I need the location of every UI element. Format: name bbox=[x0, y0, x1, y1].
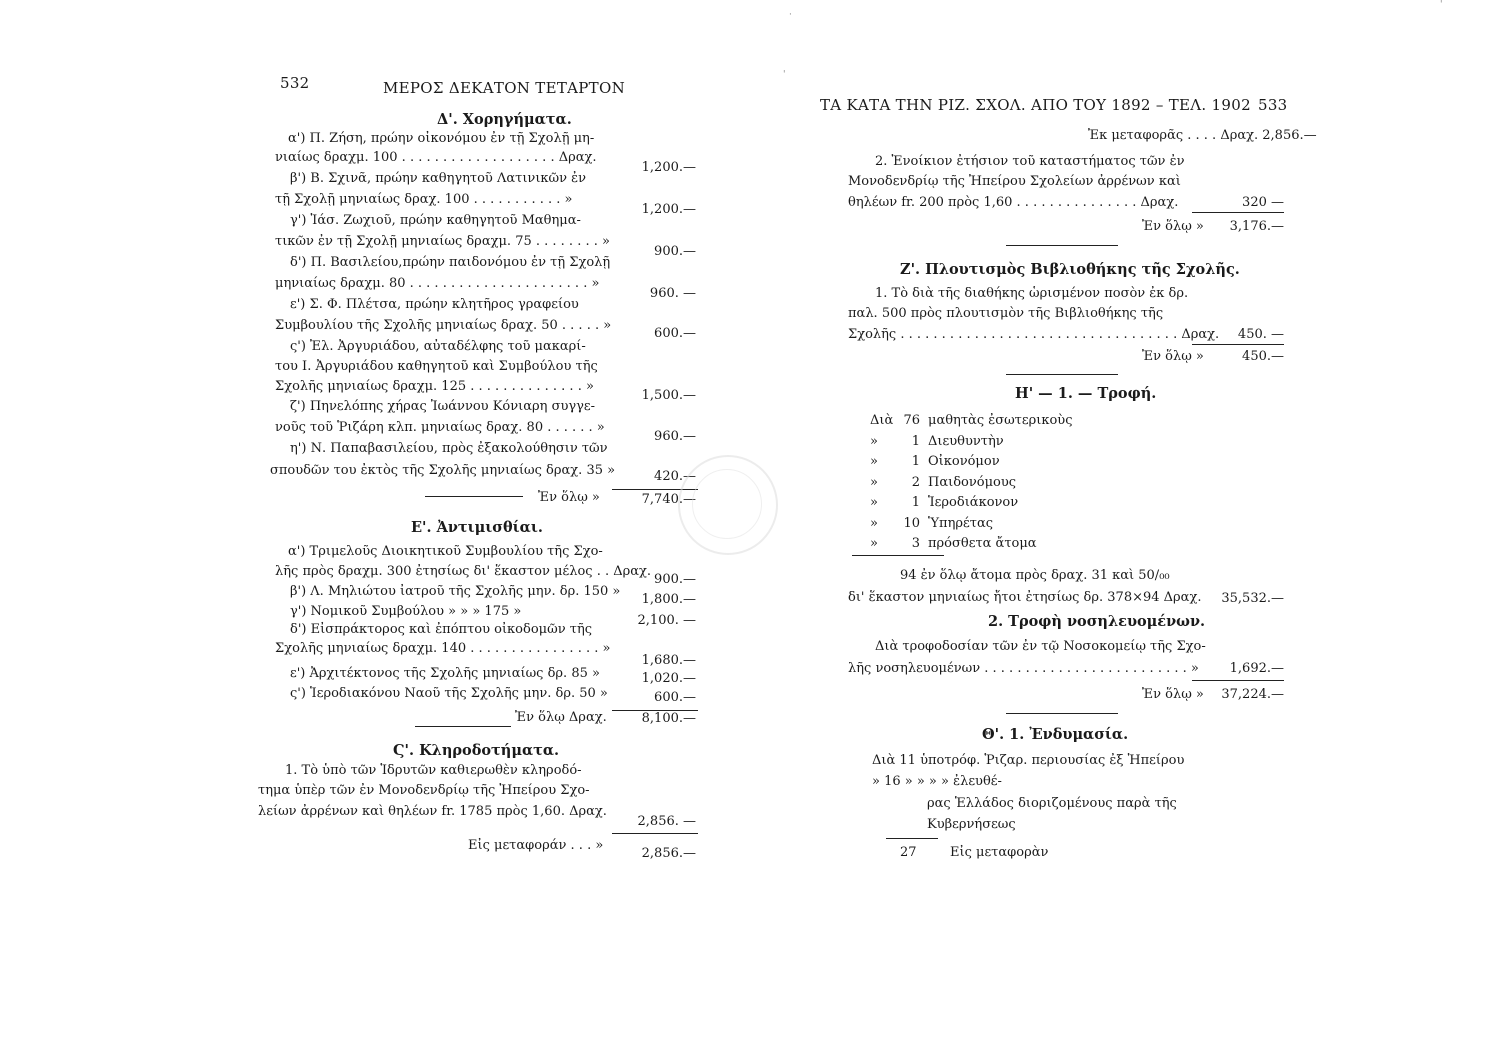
row-prefix: » bbox=[870, 454, 878, 469]
text-line: γ') Ἰάσ. Ζωχιοῦ, πρώην καθηγητοῦ Μαθημα- bbox=[290, 213, 581, 228]
amount: 2,856. — bbox=[637, 814, 696, 829]
row-count: 1 bbox=[911, 495, 920, 510]
carry-amount: 2,856.— bbox=[641, 846, 696, 861]
total-label: Ἐν ὅλῳ » bbox=[1142, 219, 1204, 234]
section-title-e: Ε'. Ἀντιμισθίαι. bbox=[411, 519, 543, 536]
sum-rule bbox=[612, 833, 698, 834]
row-prefix: » bbox=[870, 434, 878, 449]
amount: 1,200.— bbox=[641, 160, 696, 175]
running-head-left: ΜΕΡΟΣ ΔΕΚΑΤΟΝ ΤΕΤΑΡΤΟΝ bbox=[383, 79, 626, 97]
page-number-left: 532 bbox=[280, 74, 310, 92]
page-number-right: 533 bbox=[1258, 96, 1288, 114]
sum-rule bbox=[1192, 680, 1284, 681]
amount: 1,020.— bbox=[641, 671, 696, 686]
sum-rule bbox=[1192, 212, 1284, 213]
text-line: γ') Νομικοῦ Συμβούλου » » » 175 » bbox=[290, 604, 522, 619]
text-line: 2. Ἐνοίκιον ἐτήσιον τοῦ καταστήματος τῶν ἐν bbox=[875, 154, 1185, 169]
text-line: 1. Τὸ διὰ τῆς διαθήκης ὡρισμένον ποσὸν ἐκ δρ. bbox=[875, 286, 1189, 301]
text-line: ε') Ἀρχιτέκτονος τῆς Σχολῆς μηνιαίως δρ. 85 » bbox=[290, 666, 600, 681]
text-line: Κυβερνήσεως bbox=[927, 817, 1016, 832]
text-line: 94 ἐν ὅλῳ ἄτομα πρὸς δραχ. 31 καὶ 50/₀₀ bbox=[900, 568, 1170, 583]
text-line: νιαίως δραχμ. 100 . . . . . . . . . . . . . . . . . . . Δραχ. bbox=[275, 150, 597, 165]
text-line: ε') Σ. Φ. Πλέτσα, πρώην κλητῆρος γραφείου bbox=[290, 297, 579, 312]
text-line: β') Λ. Μηλιώτου ἰατροῦ τῆς Σχολῆς μην. δρ. 150 » bbox=[290, 584, 621, 599]
section-title-h: Η' — 1. — Τροφή. bbox=[1015, 385, 1157, 402]
text-line: λείων ἀρρένων καὶ θηλέων fr. 1785 πρὸς 1,60. Δραχ. bbox=[258, 804, 607, 819]
text-line: σπουδῶν του ἐκτὸς τῆς Σχολῆς μηνιαίως δραχ. 35 » bbox=[270, 463, 616, 478]
text-line: Διὰ 11 ὑποτρόφ. Ῥιζαρ. περιουσίας ἐξ Ἠπείρου bbox=[872, 753, 1185, 768]
sum-rule bbox=[852, 555, 944, 556]
text-line: 1. Τὸ ὑπὸ τῶν Ἱδρυτῶν καθιερωθὲν κληροδό- bbox=[285, 763, 582, 778]
section-rule bbox=[1006, 713, 1118, 714]
amount: 600.— bbox=[654, 690, 696, 705]
amount: 450. — bbox=[1237, 327, 1284, 342]
row-prefix: » bbox=[870, 475, 878, 490]
text-line: Συμβουλίου τῆς Σχολῆς μηνιαίως δραχ. 50 . . . . . » bbox=[275, 318, 612, 333]
text-line: Σχολῆς μηνιαίως δραχμ. 125 . . . . . . . . . . . . . . » bbox=[275, 379, 594, 394]
right-page bbox=[760, 0, 1500, 1055]
amount: 35,532.— bbox=[1221, 591, 1284, 606]
text-line: λῆς πρὸς δραχμ. 300 ἐτησίως δι' ἕκαστον μέλος . . Δραχ. bbox=[275, 564, 652, 579]
section-title-s: Ϛ'. Κληροδοτήματα. bbox=[393, 742, 560, 759]
text-line: α') Π. Ζήση, πρώην οἰκονόμου ἐν τῇ Σχολῇ μη- bbox=[288, 131, 595, 146]
gutter-mark: ' bbox=[783, 70, 786, 80]
row-count: 10 bbox=[903, 516, 920, 531]
text-line: δ') Εἰσπράκτορος καὶ ἐπόπτου οἰκοδομῶν τῆς bbox=[290, 622, 593, 637]
total-amount: 3,176.— bbox=[1229, 219, 1284, 234]
amount: 960.— bbox=[654, 429, 696, 444]
amount: 1,500.— bbox=[641, 388, 696, 403]
section-title-z: Ζ'. Πλουτισμὸς Βιβλιοθήκης τῆς Σχολῆς. bbox=[900, 261, 1240, 278]
carry-label: Εἰς μεταφοράν . . . » bbox=[468, 838, 604, 853]
section-title-d: Δ'. Χορηγήματα. bbox=[437, 111, 572, 128]
section-title-th: Θ'. 1. Ἐνδυμασία. bbox=[982, 726, 1129, 743]
total-label: Ἐν ὅλῳ » bbox=[538, 490, 600, 505]
row-prefix: Διὰ bbox=[870, 413, 894, 428]
row-label: μαθητὰς ἐσωτερικοὺς bbox=[928, 413, 1073, 428]
carry-number: 27 bbox=[900, 845, 917, 860]
gutter-mark: · bbox=[789, 10, 792, 20]
total-label: Ἐν ὅλῳ » bbox=[1142, 687, 1204, 702]
text-line: η') Ν. Παπαβασιλείου, πρὸς ἐξακολούθησιν τῶν bbox=[290, 441, 608, 456]
row-count: 2 bbox=[911, 475, 920, 490]
row-prefix: » bbox=[870, 536, 878, 551]
carry-in: Ἐκ μεταφορᾶς . . . . Δραχ. 2,856.— bbox=[1088, 128, 1317, 143]
row-label: Παιδονόμους bbox=[928, 475, 1017, 490]
text-line: ς') Ἐλ. Ἀργυριάδου, αὐταδέλφης τοῦ μακαρί- bbox=[290, 339, 586, 354]
text-line: Σχολῆς μηνιαίως δραχμ. 140 . . . . . . . . . . . . . . . . » bbox=[275, 641, 611, 656]
amount: 900.— bbox=[654, 244, 696, 259]
text-line: νοῦς τοῦ Ῥιζάρη κλπ. μηνιαίως δραχ. 80 . . . . . . » bbox=[275, 420, 605, 435]
text-line: Μονοδενδρίῳ τῆς Ἠπείρου Σχολείων ἀρρένων καὶ bbox=[848, 174, 1181, 189]
total-amount: 450.— bbox=[1242, 349, 1284, 364]
text-line: Διὰ τροφοδοσίαν τῶν ἐν τῷ Νοσοκομείῳ τῆς Σχο- bbox=[875, 639, 1206, 654]
text-line: δ') Π. Βασιλείου,πρώην παιδονόμου ἐν τῇ Σχολῇ bbox=[290, 255, 611, 270]
amount: 1,692.— bbox=[1229, 661, 1284, 676]
text-line: του Ι. Ἀργυριάδου καθηγητοῦ καὶ Συμβούλου τῆς bbox=[275, 359, 598, 374]
sum-rule bbox=[425, 496, 523, 497]
row-prefix: » bbox=[870, 516, 878, 531]
total-label: Ἐν ὅλῳ » bbox=[1142, 349, 1204, 364]
text-line: τημα ὑπὲρ τῶν ἐν Μονοδενδρίῳ τῆς Ἠπείρου Σχο- bbox=[258, 783, 590, 798]
text-line: ζ') Πηνελόπης χήρας Ἰωάννου Κόνιαρη συγγε- bbox=[290, 399, 596, 414]
text-line: β') Β. Σχινᾶ, πρώην καθηγητοῦ Λατινικῶν ἐν bbox=[290, 171, 587, 186]
text-line: Σχολῆς . . . . . . . . . . . . . . . . . . . . . . . . . . . . . . . . . . Δραχ. bbox=[848, 327, 1220, 342]
amount: 600.— bbox=[654, 326, 696, 341]
row-label: Ἱεροδιάκονον bbox=[928, 495, 1019, 510]
amount: 960. — bbox=[649, 286, 696, 301]
text-line: τικῶν ἐν τῇ Σχολῇ μηνιαίως δραχμ. 75 . . . . . . . . » bbox=[275, 234, 610, 249]
amount: 2,100. — bbox=[637, 613, 696, 628]
edge-mark: ' bbox=[1440, 0, 1443, 10]
row-count: 76 bbox=[903, 413, 920, 428]
row-prefix: » bbox=[870, 495, 878, 510]
total-label: Ἐν ὅλῳ Δραχ. bbox=[515, 710, 607, 725]
row-label: Οἰκονόμον bbox=[928, 454, 1000, 469]
text-line: μηνιαίως δραχμ. 80 . . . . . . . . . . . . . . . . . . . . . . » bbox=[275, 276, 600, 291]
section-rule bbox=[1006, 245, 1118, 246]
row-count: 1 bbox=[911, 434, 920, 449]
text-line: δι' ἕκαστον μηνιαίως ἤτοι ἐτησίως δρ. 378×94 Δραχ. bbox=[848, 590, 1202, 605]
text-line: θηλέων fr. 200 πρὸς 1,60 . . . . . . . . . . . . . . . Δραχ. bbox=[848, 195, 1179, 210]
text-line: ρας Ἑλλάδος διοριζομένους παρὰ τῆς bbox=[927, 796, 1177, 811]
amount: 1,800.— bbox=[641, 592, 696, 607]
text-line: τῇ Σχολῇ μηνιαίως δραχ. 100 . . . . . . . . . . . » bbox=[275, 192, 573, 207]
text-line: λῆς νοσηλευομένων . . . . . . . . . . . . . . . . . . . . . . . . . » bbox=[848, 661, 1199, 676]
total-amount: 8,100.— bbox=[641, 711, 696, 726]
running-head-right: ΤΑ ΚΑΤΑ ΤΗΝ ΡΙΖ. ΣΧΟΛ. ΑΠΟ ΤΟΥ 1892 – ΤΕΛ. 1902 bbox=[820, 96, 1251, 114]
text-line: ς') Ἱεροδιακόνου Ναοῦ τῆς Σχολῆς μην. δρ. 50 » bbox=[290, 686, 608, 701]
subsection-title: 2. Τροφὴ νοσηλευομένων. bbox=[988, 613, 1206, 630]
total-amount: 37,224.— bbox=[1221, 687, 1284, 702]
row-label: Ὑπηρέτας bbox=[928, 516, 994, 531]
amount: 1,680.— bbox=[641, 653, 696, 668]
text-line: παλ. 500 πρὸς πλουτισμὸν τῆς Βιβλιοθήκης τῆς bbox=[848, 306, 1164, 321]
amount: 420.— bbox=[654, 469, 696, 484]
text-line: » 16 » » » » ἐλευθέ- bbox=[872, 774, 1002, 789]
row-count: 1 bbox=[911, 454, 920, 469]
amount: 900.— bbox=[654, 572, 696, 587]
amount: 1,200.— bbox=[641, 202, 696, 217]
sum-rule bbox=[415, 726, 511, 727]
text-line: α') Τριμελοῦς Διοικητικοῦ Συμβουλίου τῆς Σχο- bbox=[288, 544, 603, 559]
total-amount: 7,740.— bbox=[641, 492, 696, 507]
carry-label: Εἰς μεταφορὰν bbox=[950, 845, 1049, 860]
sum-rule bbox=[886, 838, 938, 839]
amount: 320 — bbox=[1242, 195, 1284, 210]
row-count: 3 bbox=[911, 536, 920, 551]
section-rule bbox=[1006, 374, 1118, 375]
row-label: Διευθυντὴν bbox=[928, 434, 1004, 449]
row-label: πρόσθετα ἄτομα bbox=[928, 536, 1037, 551]
sum-rule bbox=[1192, 344, 1284, 345]
